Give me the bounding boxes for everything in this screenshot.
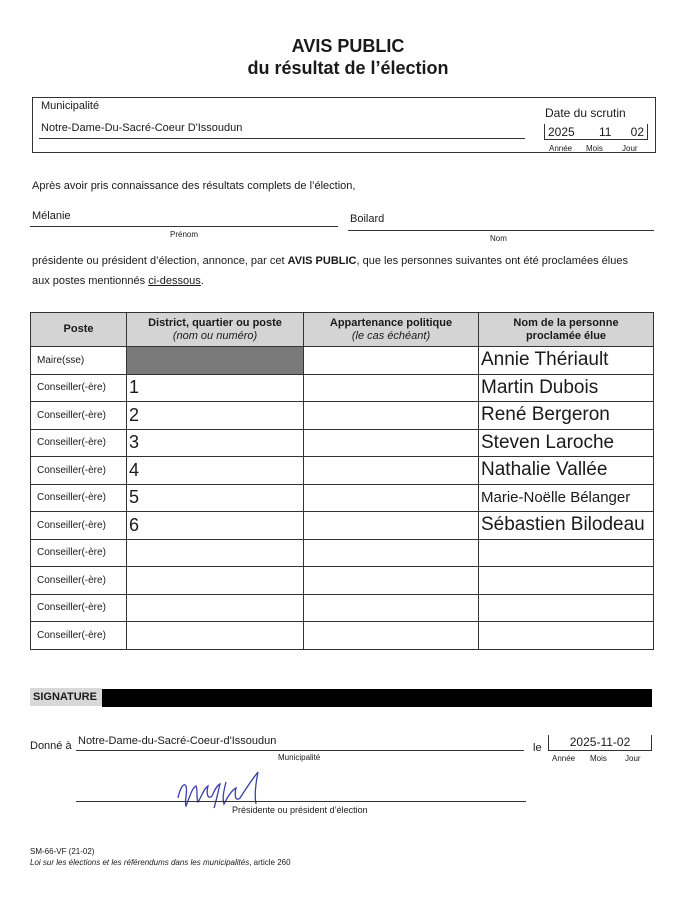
district-cell[interactable] xyxy=(127,594,304,622)
form-code: SM-66-VF (21-02) xyxy=(30,847,95,856)
period: . xyxy=(200,275,204,287)
table-row xyxy=(31,347,654,375)
party-cell[interactable] xyxy=(304,429,479,457)
poste-cell: Conseiller(-ère) xyxy=(31,457,127,485)
first-name-underline xyxy=(30,226,338,227)
signature-section-bar xyxy=(102,689,652,707)
municipality-field[interactable]: Notre-Dame-Du-Sacré-Coeur D'Issoudun xyxy=(41,122,243,134)
elected-name-cell[interactable] xyxy=(479,622,654,650)
year-caption: Année xyxy=(549,144,573,153)
district-cell[interactable]: 6 xyxy=(127,512,304,540)
given-at-field[interactable]: Notre-Dame-du-Sacré-Coeur-d'Issoudun xyxy=(78,735,277,747)
header-elected-name xyxy=(479,313,654,347)
district-cell[interactable]: 4 xyxy=(127,457,304,485)
municipality-box xyxy=(32,97,656,153)
table-row xyxy=(31,457,654,485)
signature-section-label: SIGNATURE xyxy=(30,688,102,706)
officer-last-name-field[interactable]: Boilard xyxy=(350,213,385,225)
poste-cell: Conseiller(-ère) xyxy=(31,429,127,457)
poste-cell: Conseiller(-ère) xyxy=(31,567,127,595)
announcement-text: présidente ou président d’élection, annonce, par cet xyxy=(32,255,288,267)
announcement-text-3: aux postes mentionnés xyxy=(32,275,149,287)
header-party xyxy=(304,313,479,347)
announcement-line-2 xyxy=(32,275,204,287)
table-row xyxy=(31,402,654,430)
elected-name-cell[interactable] xyxy=(479,539,654,567)
law-title: Loi sur les élections et les référendums dans les municipalités xyxy=(30,858,250,867)
poste-cell: Conseiller(-ère) xyxy=(31,374,127,402)
signature-date-field[interactable]: 2025-11-02 xyxy=(548,735,652,751)
district-cell[interactable]: 3 xyxy=(127,429,304,457)
page-subtitle: du résultat de l’élection xyxy=(247,58,449,78)
district-cell[interactable]: 2 xyxy=(127,402,304,430)
announcement-bold: AVIS PUBLIC xyxy=(287,255,357,267)
district-cell[interactable] xyxy=(127,567,304,595)
page-title: AVIS PUBLIC xyxy=(291,36,405,56)
table-row xyxy=(31,594,654,622)
announcement-line-1 xyxy=(32,255,628,267)
header-party-label: Appartenance politique xyxy=(329,316,453,329)
elected-name-cell[interactable]: Annie Thériault xyxy=(479,347,654,375)
last-name-caption: Nom xyxy=(490,234,507,243)
poste-cell: Maire(sse) xyxy=(31,347,127,375)
elected-name-cell[interactable]: Martin Dubois xyxy=(479,374,654,402)
header-district-label: District, quartier ou poste xyxy=(148,316,282,329)
district-cell[interactable] xyxy=(127,622,304,650)
elected-name-cell[interactable] xyxy=(479,594,654,622)
table-row xyxy=(31,567,654,595)
sig-year-caption: Année xyxy=(552,754,576,763)
poste-cell: Conseiller(-ère) xyxy=(31,539,127,567)
party-cell[interactable] xyxy=(304,347,479,375)
announcement-text-2: , que les personnes suivantes ont été proclamées élues xyxy=(356,255,628,267)
elected-name-cell[interactable] xyxy=(479,567,654,595)
signer-underline xyxy=(76,801,526,802)
party-cell[interactable] xyxy=(304,594,479,622)
month-caption: Mois xyxy=(586,144,603,153)
sig-day-caption: Jour xyxy=(625,754,641,763)
election-date-day: 02 xyxy=(630,125,644,139)
elected-name-cell[interactable]: René Bergeron xyxy=(479,402,654,430)
header-poste xyxy=(31,313,127,347)
le-label: le xyxy=(533,742,542,754)
poste-cell: Conseiller(-ère) xyxy=(31,402,127,430)
poste-cell: Conseiller(-ère) xyxy=(31,512,127,540)
header-district-sub: (nom ou numéro) xyxy=(172,329,258,342)
election-date-field[interactable] xyxy=(544,124,648,140)
elected-name-cell[interactable]: Sébastien Bilodeau xyxy=(479,512,654,540)
sig-month-caption: Mois xyxy=(590,754,607,763)
law-reference xyxy=(30,858,291,867)
header-name-label: Nom de la personne proclamée élue xyxy=(513,316,619,342)
party-cell[interactable] xyxy=(304,567,479,595)
table-row xyxy=(31,512,654,540)
party-cell[interactable] xyxy=(304,402,479,430)
signer-caption: Présidente ou président d’élection xyxy=(232,805,368,815)
municipality-label: Municipalité xyxy=(41,100,100,112)
party-cell[interactable] xyxy=(304,457,479,485)
election-date-label: Date du scrutin xyxy=(545,106,626,120)
table-row xyxy=(31,374,654,402)
officer-first-name-field[interactable]: Mélanie xyxy=(32,210,71,222)
signature-stroke xyxy=(178,772,258,808)
district-cell[interactable]: 5 xyxy=(127,484,304,512)
district-cell[interactable] xyxy=(127,539,304,567)
elected-name-cell[interactable]: Nathalie Vallée xyxy=(479,457,654,485)
first-name-caption: Prénom xyxy=(170,230,199,239)
results-table xyxy=(30,312,654,650)
party-cell[interactable] xyxy=(304,484,479,512)
municipality-underline xyxy=(39,138,525,139)
municipality-caption: Municipalité xyxy=(278,753,321,762)
intro-text: Après avoir pris connaissance des résultats complets de l’élection, xyxy=(32,180,356,192)
poste-cell: Conseiller(-ère) xyxy=(31,484,127,512)
header-poste-label: Poste xyxy=(63,323,94,335)
elected-name-cell[interactable]: Steven Laroche xyxy=(479,429,654,457)
table-row xyxy=(31,484,654,512)
table-header-row xyxy=(31,313,654,347)
district-cell[interactable] xyxy=(127,347,304,375)
last-name-underline xyxy=(348,230,654,231)
election-date-year: 2025 xyxy=(548,125,575,139)
elected-name-cell[interactable]: Marie-Noëlle Bélanger xyxy=(479,484,654,512)
day-caption: Jour xyxy=(622,144,638,153)
poste-cell: Conseiller(-ère) xyxy=(31,622,127,650)
poste-cell: Conseiller(-ère) xyxy=(31,594,127,622)
law-article: , article 260 xyxy=(249,858,291,867)
header-party-sub: (le cas échéant) xyxy=(351,329,431,342)
table-row xyxy=(31,539,654,567)
table-row xyxy=(31,429,654,457)
election-date-month: 11 xyxy=(599,125,612,139)
header-district xyxy=(127,313,304,347)
table-row xyxy=(31,622,654,650)
party-cell[interactable] xyxy=(304,539,479,567)
party-cell[interactable] xyxy=(304,622,479,650)
party-cell[interactable] xyxy=(304,512,479,540)
ci-dessous-text: ci-dessous xyxy=(148,275,201,287)
given-at-label: Donné à xyxy=(30,740,72,752)
given-at-underline xyxy=(76,750,524,751)
party-cell[interactable] xyxy=(304,374,479,402)
district-cell[interactable]: 1 xyxy=(127,374,304,402)
